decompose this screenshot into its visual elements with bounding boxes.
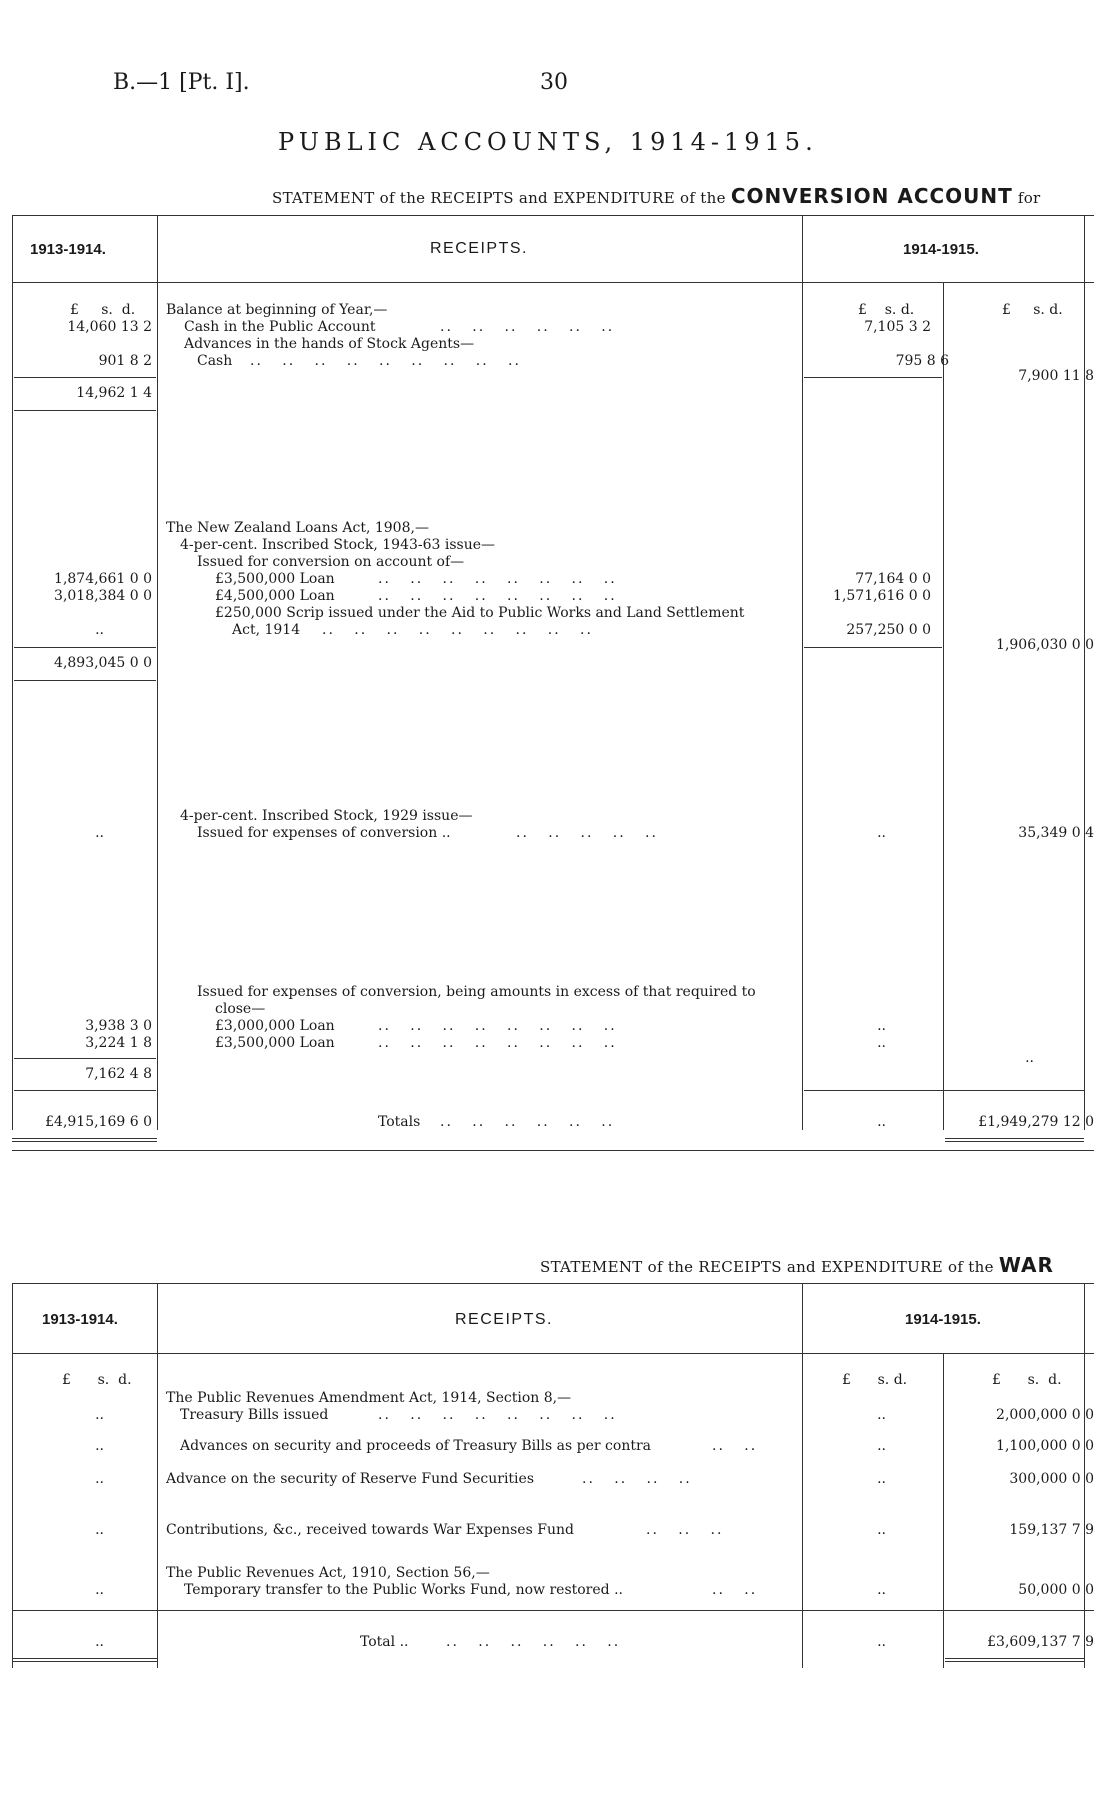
war-total-prev: .. — [95, 1634, 104, 1650]
leader-dots: .. .. .. .. .. .. .. .. — [378, 1018, 617, 1034]
leader-dots: .. .. — [712, 1438, 758, 1454]
war-row-curr: 159,137 7 9 — [1009, 1522, 1094, 1538]
war-row-mid: .. — [877, 1407, 886, 1423]
stock1929-mid: .. — [877, 825, 886, 841]
page-number: 30 — [540, 70, 568, 95]
war-row-prev: .. — [95, 1438, 104, 1454]
excess-heading-b: close— — [215, 1001, 266, 1017]
war-row-label: Temporary transfer to the Public Works Fund, now restored .. — [184, 1582, 623, 1598]
balance-total-curr: 7,900 11 8 — [1018, 368, 1094, 384]
balance-agents-prev: 901 8 2 — [98, 353, 152, 369]
war-total-label: Total .. — [360, 1634, 409, 1650]
leader-dots: .. .. — [712, 1582, 758, 1598]
conversion-col-curr-year: 1914-1915. — [903, 241, 979, 258]
excess-curr: .. — [1025, 1050, 1034, 1066]
loans-sub2: Issued for conversion on account of— — [197, 554, 465, 570]
balance-agents-heading: Advances in the hands of Stock Agents— — [184, 336, 475, 352]
war-row-prev: .. — [95, 1471, 104, 1487]
balance-agents-curr: 795 8 6 — [895, 353, 949, 369]
loans-row2-curr: 1,571,616 0 0 — [833, 588, 931, 604]
war-row-prev: .. — [95, 1522, 104, 1538]
war-row-label: Advances on security and proceeds of Treasury Bills as per contra — [180, 1438, 652, 1454]
war-row-label: Advance on the security of Reserve Fund Securities — [166, 1471, 535, 1487]
war-row-prev: .. — [95, 1582, 104, 1598]
loans-heading: The New Zealand Loans Act, 1908,— — [166, 520, 429, 536]
war-unit-header-prev: £ s. d. — [62, 1372, 132, 1388]
stock1929-label: Issued for expenses of conversion .. — [197, 825, 451, 841]
balance-cash-curr: 7,105 3 2 — [864, 319, 931, 335]
war-row-curr: 2,000,000 0 0 — [996, 1407, 1094, 1423]
loans-row1-curr: 77,164 0 0 — [855, 571, 931, 587]
excess-row2-mid: .. — [877, 1035, 886, 1051]
war-col-prev-year: 1913-1914. — [42, 1311, 118, 1328]
excess-subtotal-prev: 7,162 4 8 — [85, 1066, 152, 1082]
war-row-curr: 1,100,000 0 0 — [996, 1438, 1094, 1454]
war-unit-header-mid: £ s. d. — [842, 1372, 908, 1388]
leader-dots: .. .. .. .. .. — [516, 825, 658, 841]
leader-dots: .. .. .. .. .. .. .. .. — [378, 588, 617, 604]
balance-cash-label: Cash in the Public Account — [184, 319, 376, 335]
conversion-totals-curr: £1,949,279 12 0 — [978, 1114, 1094, 1130]
loans-row3-label-b: Act, 1914 — [232, 622, 301, 638]
war-row-mid: .. — [877, 1522, 886, 1538]
leader-dots: .. .. .. .. .. .. .. .. — [378, 1035, 617, 1051]
leader-dots: .. .. .. — [646, 1522, 724, 1538]
page-title: PUBLIC ACCOUNTS, 1914-1915. — [278, 128, 818, 156]
loans-sub1: 4-per-cent. Inscribed Stock, 1943-63 issue— — [180, 537, 496, 553]
war-statement-heading: STATEMENT of the RECEIPTS and EXPENDITURE of the WAR — [540, 1253, 1054, 1277]
war-row-curr: 300,000 0 0 — [1009, 1471, 1094, 1487]
loans-row2-label: £4,500,000 Loan — [215, 588, 335, 604]
excess-row2-prev: 3,224 1 8 — [85, 1035, 152, 1051]
conversion-col-receipts: RECEIPTS. — [430, 240, 528, 257]
conversion-totals-label: Totals — [378, 1114, 421, 1130]
leader-dots: .. .. .. .. .. .. — [440, 1114, 615, 1130]
war-unit-header-curr: £ s. d. — [992, 1372, 1062, 1388]
loans-row1-label: £3,500,000 Loan — [215, 571, 335, 587]
conversion-totals-mid: .. — [877, 1114, 886, 1130]
war-statement-name: WAR — [998, 1253, 1054, 1277]
page-ref: B.—1 [Pt. I]. — [113, 70, 250, 95]
excess-row1-mid: .. — [877, 1018, 886, 1034]
war-total-curr: £3,609,137 7 9 — [987, 1634, 1094, 1650]
war-col-curr-year: 1914-1915. — [905, 1311, 981, 1328]
leader-dots: .. .. .. .. .. .. .. .. — [378, 571, 617, 587]
excess-heading-a: Issued for expenses of conversion, being amounts in excess of that required to — [197, 984, 756, 1000]
war-row-label: Treasury Bills issued — [180, 1407, 329, 1423]
unit-header-curr: £ s. d. — [1002, 302, 1063, 318]
balance-heading: Balance at beginning of Year,— — [166, 302, 388, 318]
loans-row3-prev: .. — [95, 622, 104, 638]
war-row-prev: .. — [95, 1407, 104, 1423]
excess-row2-label: £3,500,000 Loan — [215, 1035, 335, 1051]
unit-header-prev: £ s. d. — [70, 302, 136, 318]
leader-dots: .. .. .. .. .. .. .. .. .. — [322, 622, 593, 638]
loans-row2-prev: 3,018,384 0 0 — [54, 588, 152, 604]
war-row-curr: 50,000 0 0 — [1018, 1582, 1094, 1598]
war-row-mid: .. — [877, 1438, 886, 1454]
leader-dots: .. .. .. .. .. .. .. .. .. — [250, 353, 521, 369]
leader-dots: .. .. .. .. — [582, 1471, 692, 1487]
war-row-label: Contributions, &c., received towards War Expenses Fund — [166, 1522, 574, 1538]
loans-total-curr: 1,906,030 0 0 — [996, 637, 1094, 653]
war-row-mid: .. — [877, 1582, 886, 1598]
balance-agents-label: Cash — [197, 353, 233, 369]
loans-row3-curr: 257,250 0 0 — [846, 622, 931, 638]
stock1929-curr: 35,349 0 4 — [1018, 825, 1094, 841]
conversion-statement-heading: STATEMENT of the RECEIPTS and EXPENDITURE of the CONVERSION ACCOUNT for — [272, 184, 1041, 208]
leader-dots: .. .. .. .. .. .. — [440, 319, 615, 335]
loans-row3-label-a: £250,000 Scrip issued under the Aid to Public Works and Land Settlement — [215, 605, 745, 621]
war-row-mid: .. — [877, 1471, 886, 1487]
war-total-mid: .. — [877, 1634, 886, 1650]
conversion-totals-prev: £4,915,169 6 0 — [45, 1114, 152, 1130]
stock1929-prev: .. — [95, 825, 104, 841]
war-row-label-a: The Public Revenues Amendment Act, 1914, Section 8,— — [166, 1390, 572, 1406]
balance-subtotal-prev: 14,962 1 4 — [76, 385, 152, 401]
war-row-label-a: The Public Revenues Act, 1910, Section 56,— — [166, 1565, 490, 1581]
excess-row1-label: £3,000,000 Loan — [215, 1018, 335, 1034]
stock1929-heading: 4-per-cent. Inscribed Stock, 1929 issue— — [180, 808, 473, 824]
leader-dots: .. .. .. .. .. .. — [446, 1634, 621, 1650]
loans-row1-prev: 1,874,661 0 0 — [54, 571, 152, 587]
conversion-col-prev-year: 1913-1914. — [30, 241, 106, 258]
leader-dots: .. .. .. .. .. .. .. .. — [378, 1407, 617, 1423]
loans-subtotal-prev: 4,893,045 0 0 — [54, 655, 152, 671]
war-col-receipts: RECEIPTS. — [455, 1311, 553, 1328]
excess-row1-prev: 3,938 3 0 — [85, 1018, 152, 1034]
conversion-statement-name: CONVERSION ACCOUNT — [730, 184, 1013, 208]
unit-header-mid: £ s. d. — [858, 302, 915, 318]
balance-cash-prev: 14,060 13 2 — [67, 319, 152, 335]
